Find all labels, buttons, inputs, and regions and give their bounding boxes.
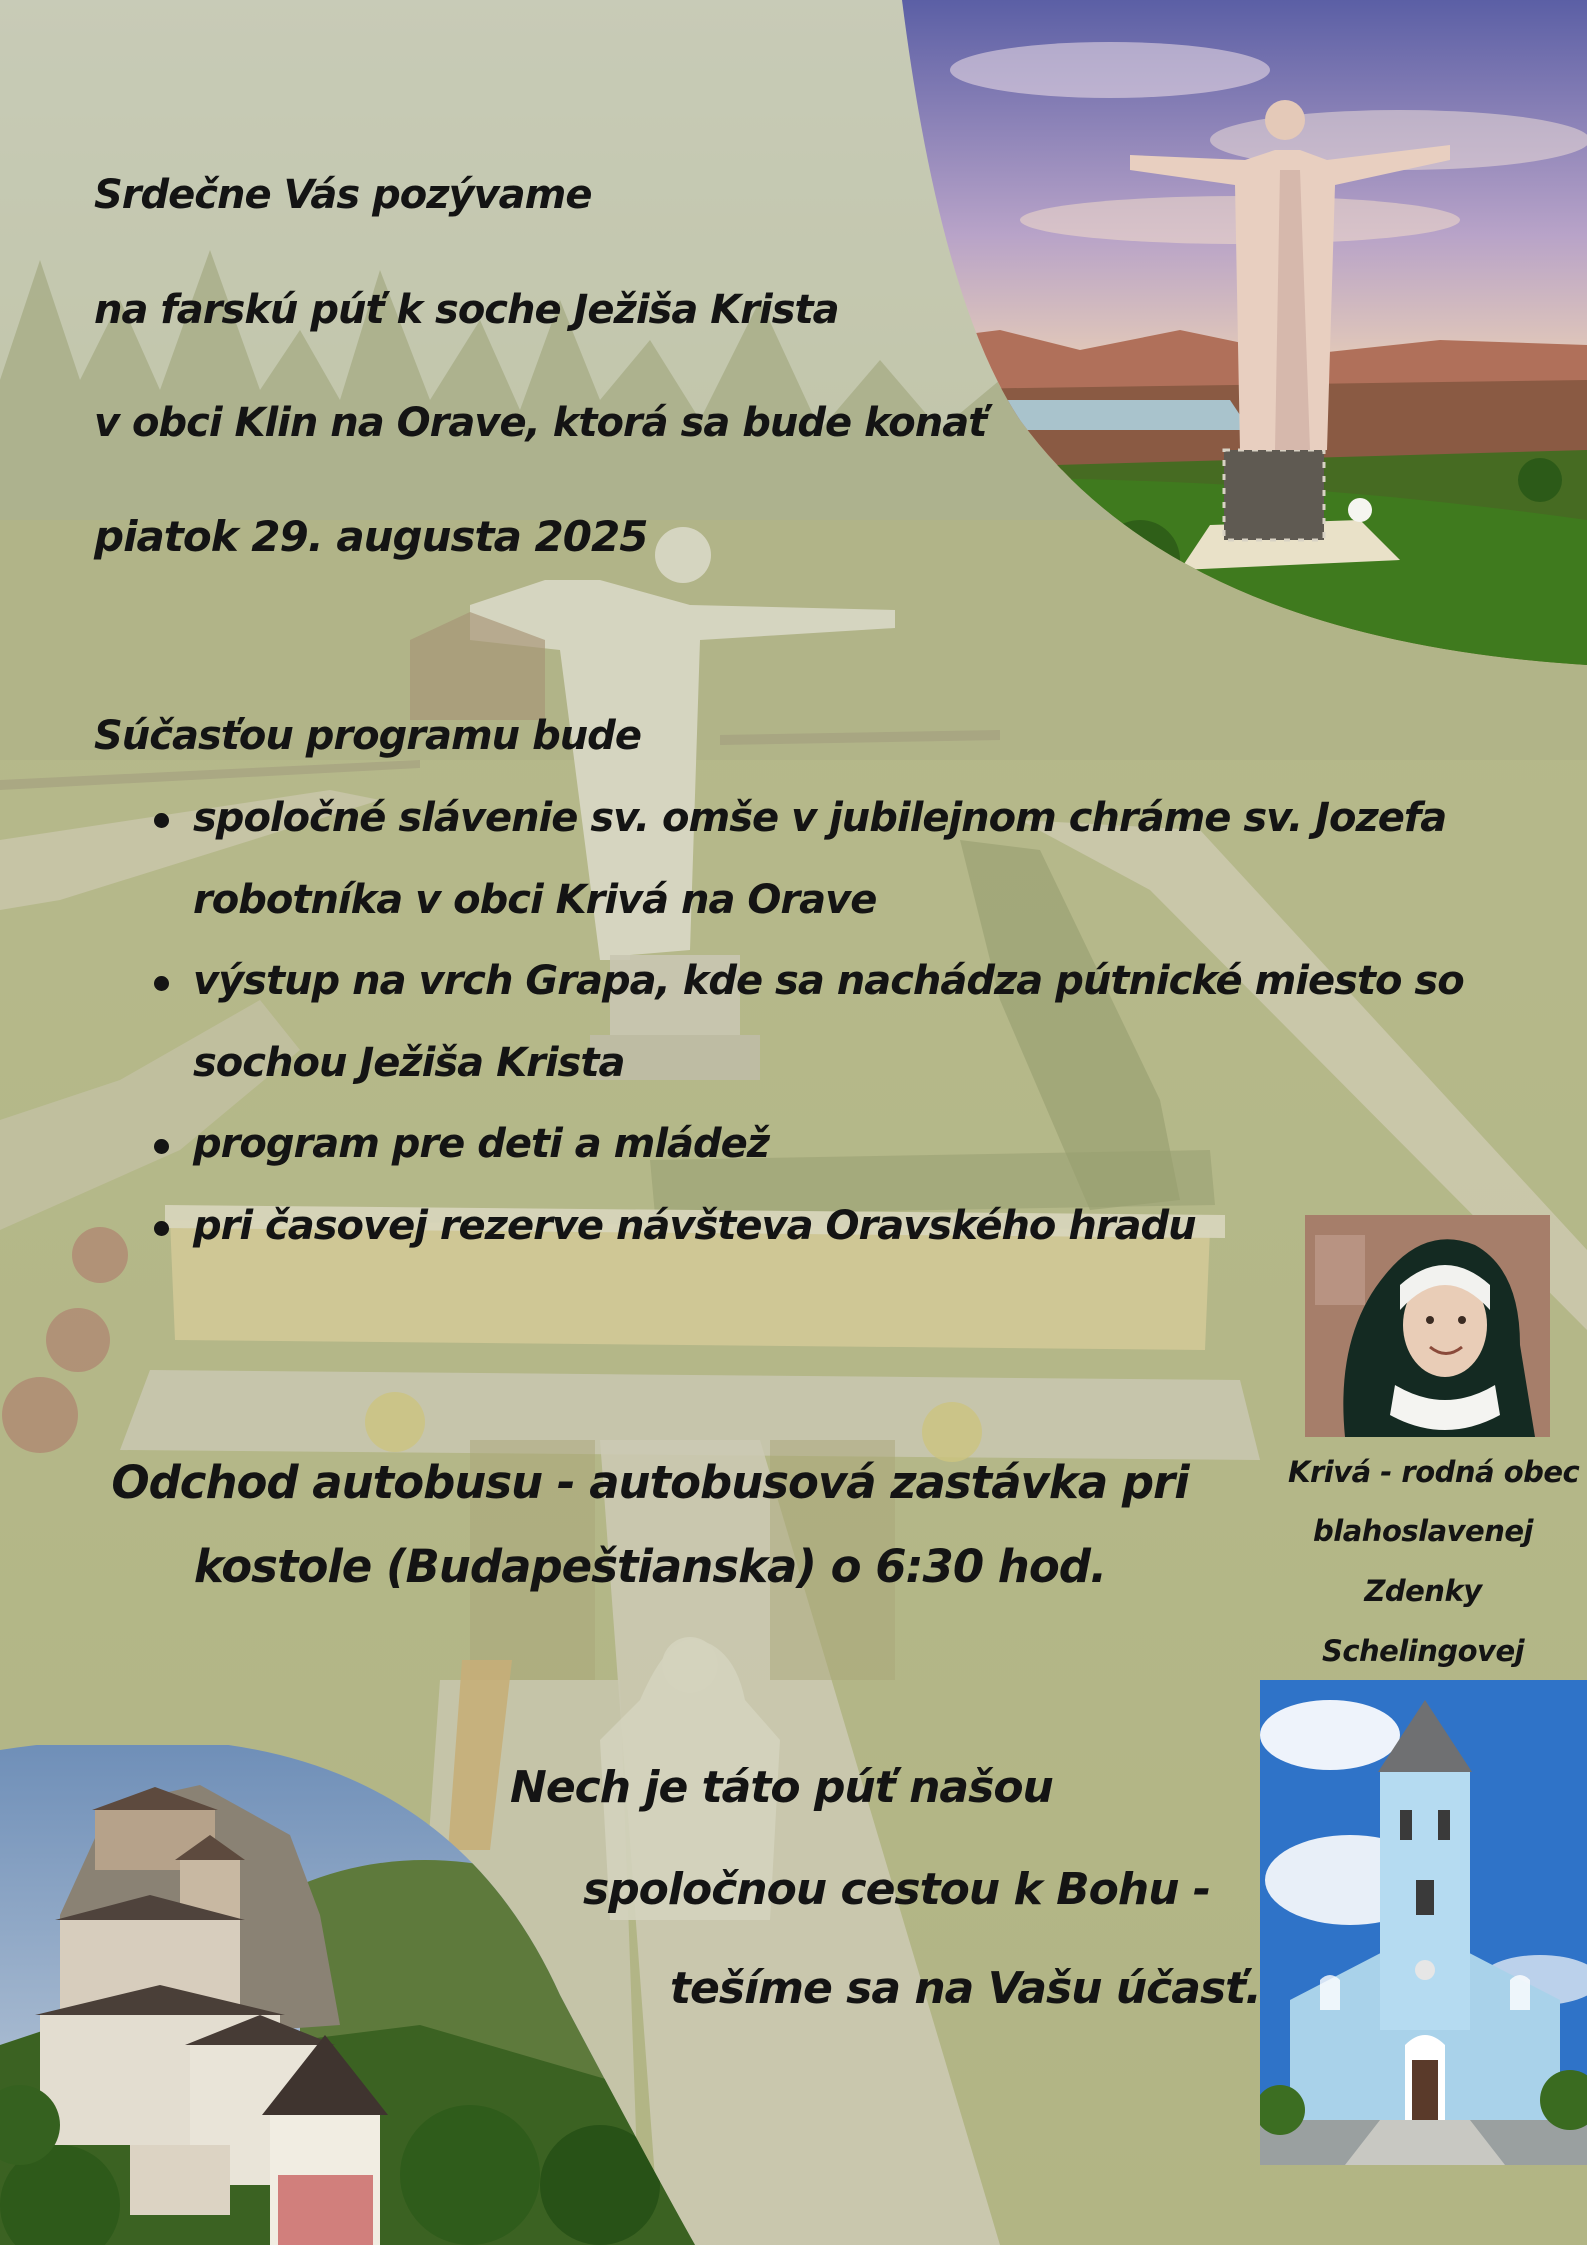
bullet-icon xyxy=(154,976,169,991)
event-date: piatok 29. augusta 2025 xyxy=(94,512,648,561)
program-item-4: pri časovej rezerve návšteva Oravského hradu xyxy=(193,1203,1196,1249)
orava-castle-photo xyxy=(0,1745,695,2245)
program-item-2-line-2: sochou Ježiša Krista xyxy=(193,1040,625,1086)
sidebar-caption-line-1: Krivá - rodná obec xyxy=(1288,1455,1580,1489)
invitation-line-3: v obci Klin na Orave, ktorá sa bude konať xyxy=(94,400,987,446)
invitation-line-2: na farskú púť k soche Ježiša Krista xyxy=(94,287,839,333)
program-item-1-line-1: spoločné slávenie sv. omše v jubilejnom chráme sv. Jozefa xyxy=(193,795,1447,841)
closing-line-2: spoločnou cestou k Bohu - xyxy=(583,1864,1211,1915)
closing-line-1: Nech je táto púť našou xyxy=(510,1762,1053,1813)
sidebar-caption-line-2: blahoslavenej xyxy=(1313,1514,1533,1548)
bullet-icon xyxy=(154,813,169,828)
departure-line-1: Odchod autobusu - autobusová zastávka pri xyxy=(111,1456,1189,1509)
bullet-icon xyxy=(154,1221,169,1236)
invitation-line-1: Srdečne Vás pozývame xyxy=(94,172,592,218)
program-item-2-line-1: výstup na vrch Grapa, kde sa nachádza pútnické miesto so xyxy=(193,958,1464,1004)
nun-portrait-photo xyxy=(1305,1215,1550,1437)
sidebar-caption-line-4: Schelingovej xyxy=(1321,1634,1525,1668)
program-item-1-line-2: robotníka v obci Krivá na Orave xyxy=(193,877,877,923)
departure-line-2: kostole (Budapeštianska) o 6:30 hod. xyxy=(193,1540,1107,1593)
program-item-3: program pre deti a mládež xyxy=(193,1121,770,1167)
program-heading: Súčasťou programu bude xyxy=(94,713,641,759)
statue-sunset-photo xyxy=(880,0,1587,672)
sidebar-caption-line-3: Zdenky xyxy=(1364,1574,1482,1608)
church-photo xyxy=(1260,1680,1587,2165)
bullet-icon xyxy=(154,1139,169,1154)
closing-line-3: tešíme sa na Vašu účasť. xyxy=(670,1963,1261,2014)
